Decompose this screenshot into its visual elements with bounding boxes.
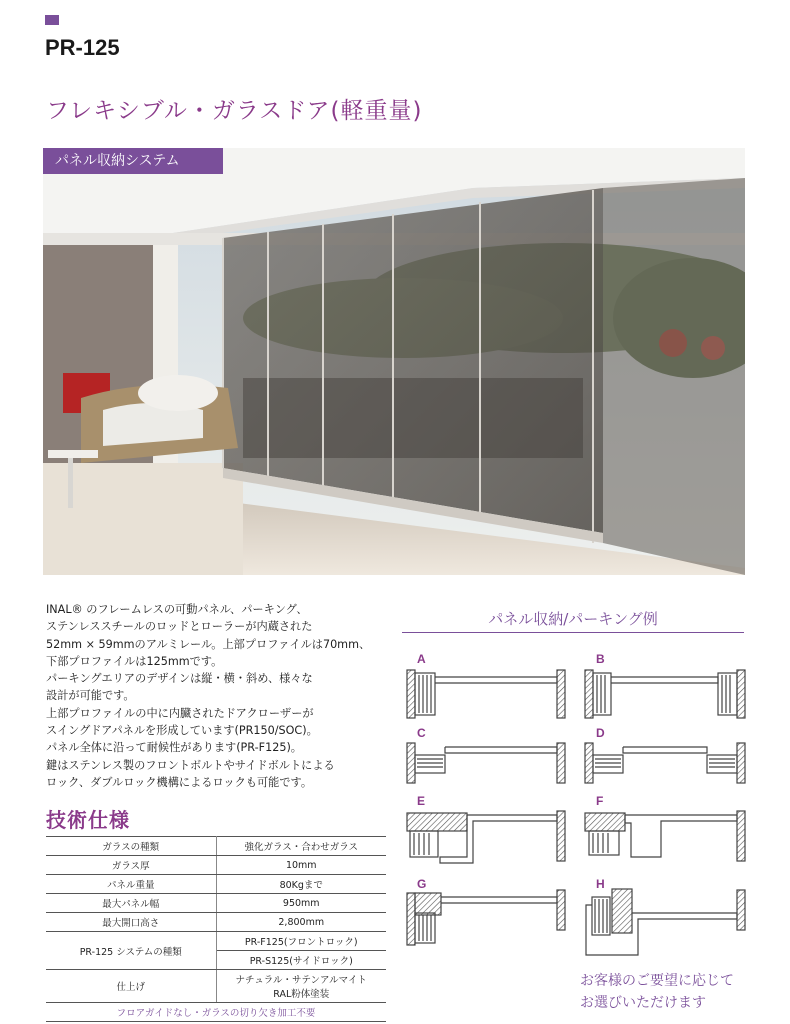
finish-value: ナチュラル・サテンアルマイト <box>235 975 367 986</box>
spec-key: パネル重量 <box>46 875 216 894</box>
diagram-c <box>407 743 565 783</box>
product-photo <box>43 148 745 575</box>
table-row <box>46 913 386 932</box>
brand-mark <box>45 15 59 25</box>
examples-title: パネル収納/パーキング例 <box>488 610 658 628</box>
description-line: ロック、ダブルロック機構によるロックも可能です。 <box>46 775 313 789</box>
description-line: INAL® のフレームレスの可動パネル、パーキング、 <box>46 603 308 616</box>
table-row <box>46 1003 386 1022</box>
diagram-a <box>407 670 565 718</box>
diagram-e <box>407 811 565 863</box>
page-title: フレキシブル・ガラスドア(軽重量) <box>46 98 423 124</box>
spec-value: 80Kgまで <box>216 875 386 894</box>
closing-line: お選びいただけます <box>580 995 706 1011</box>
description-line: 52mm × 59mmのアルミレール。上部プロファイルは70mm、 <box>46 637 371 651</box>
diagram-h <box>586 889 745 955</box>
spec-note: フロアガイドなし・ガラスの切り欠き加工不要 <box>46 1003 386 1022</box>
parking-diagrams <box>402 645 752 965</box>
spec-value: 2,800mm <box>216 913 386 932</box>
table-row <box>46 970 386 1003</box>
spec-key: ガラスの種類 <box>46 837 216 856</box>
parking-diagram-set <box>402 645 752 965</box>
product-code: PR-125 <box>45 35 120 60</box>
spec-value: 950mm <box>216 894 386 913</box>
glass-door-photo <box>43 148 745 575</box>
table-row <box>46 837 386 856</box>
description-line: 鍵はステンレス製のフロントボルトやサイドボルトによる <box>46 758 335 772</box>
diagram-label: E <box>417 794 426 808</box>
closing-note <box>580 970 734 1014</box>
table-row <box>46 894 386 913</box>
diagram-label: F <box>596 794 604 808</box>
spec-key: PR-125 システムの種類 <box>46 932 216 970</box>
finish-value: RAL粉体塗装 <box>273 989 330 1000</box>
spec-key: ガラス厚 <box>46 856 216 875</box>
description-line: 設計が可能です。 <box>46 689 135 703</box>
diagram-f <box>585 811 745 861</box>
spec-key: 仕上げ <box>46 970 216 1003</box>
diagram-label: A <box>417 652 426 666</box>
spec-value: PR-S125(サイドロック) <box>216 951 386 970</box>
spec-value: 強化ガラス・合わせガラス <box>216 837 386 856</box>
photo-label: パネル収納システム <box>43 148 223 174</box>
description-line: 上部プロファイルの中に内臓されたドアクローザーが <box>46 706 314 720</box>
spec-key: 最大開口高さ <box>46 913 216 932</box>
diagram-b <box>585 670 745 718</box>
diagram-label: H <box>596 877 605 891</box>
description-line: スイングドアパネルを形成しています(PR150/SOC)。 <box>46 724 318 738</box>
table-row <box>46 932 386 951</box>
diagram-label: G <box>417 877 427 891</box>
diagram-g <box>407 890 565 945</box>
table-row <box>46 875 386 894</box>
description <box>46 601 376 791</box>
spec-heading: 技術仕様 <box>46 808 130 832</box>
description-line: パネル全体に沿って耐候性があります(PR-F125)。 <box>46 741 302 755</box>
spec-value: PR-F125(フロントロック) <box>216 932 386 951</box>
description-line: パーキングエリアのデザインは縦・横・斜め、様々な <box>46 672 313 686</box>
spec-value <box>216 970 386 1003</box>
diagram-label: C <box>417 726 426 740</box>
diagram-d <box>585 743 745 783</box>
description-line: 下部プロファイルは125mmです。 <box>46 654 223 668</box>
table-row <box>46 856 386 875</box>
diagram-label: B <box>596 652 605 666</box>
spec-table <box>46 836 386 1022</box>
description-line: ステンレススチールのロッドとローラーが内蔵された <box>46 620 313 634</box>
examples-rule <box>402 632 744 633</box>
spec-value: 10mm <box>216 856 386 875</box>
diagram-label: D <box>596 726 605 740</box>
spec-key: 最大パネル幅 <box>46 894 216 913</box>
closing-line: お客様のご要望に応じて <box>580 973 734 989</box>
